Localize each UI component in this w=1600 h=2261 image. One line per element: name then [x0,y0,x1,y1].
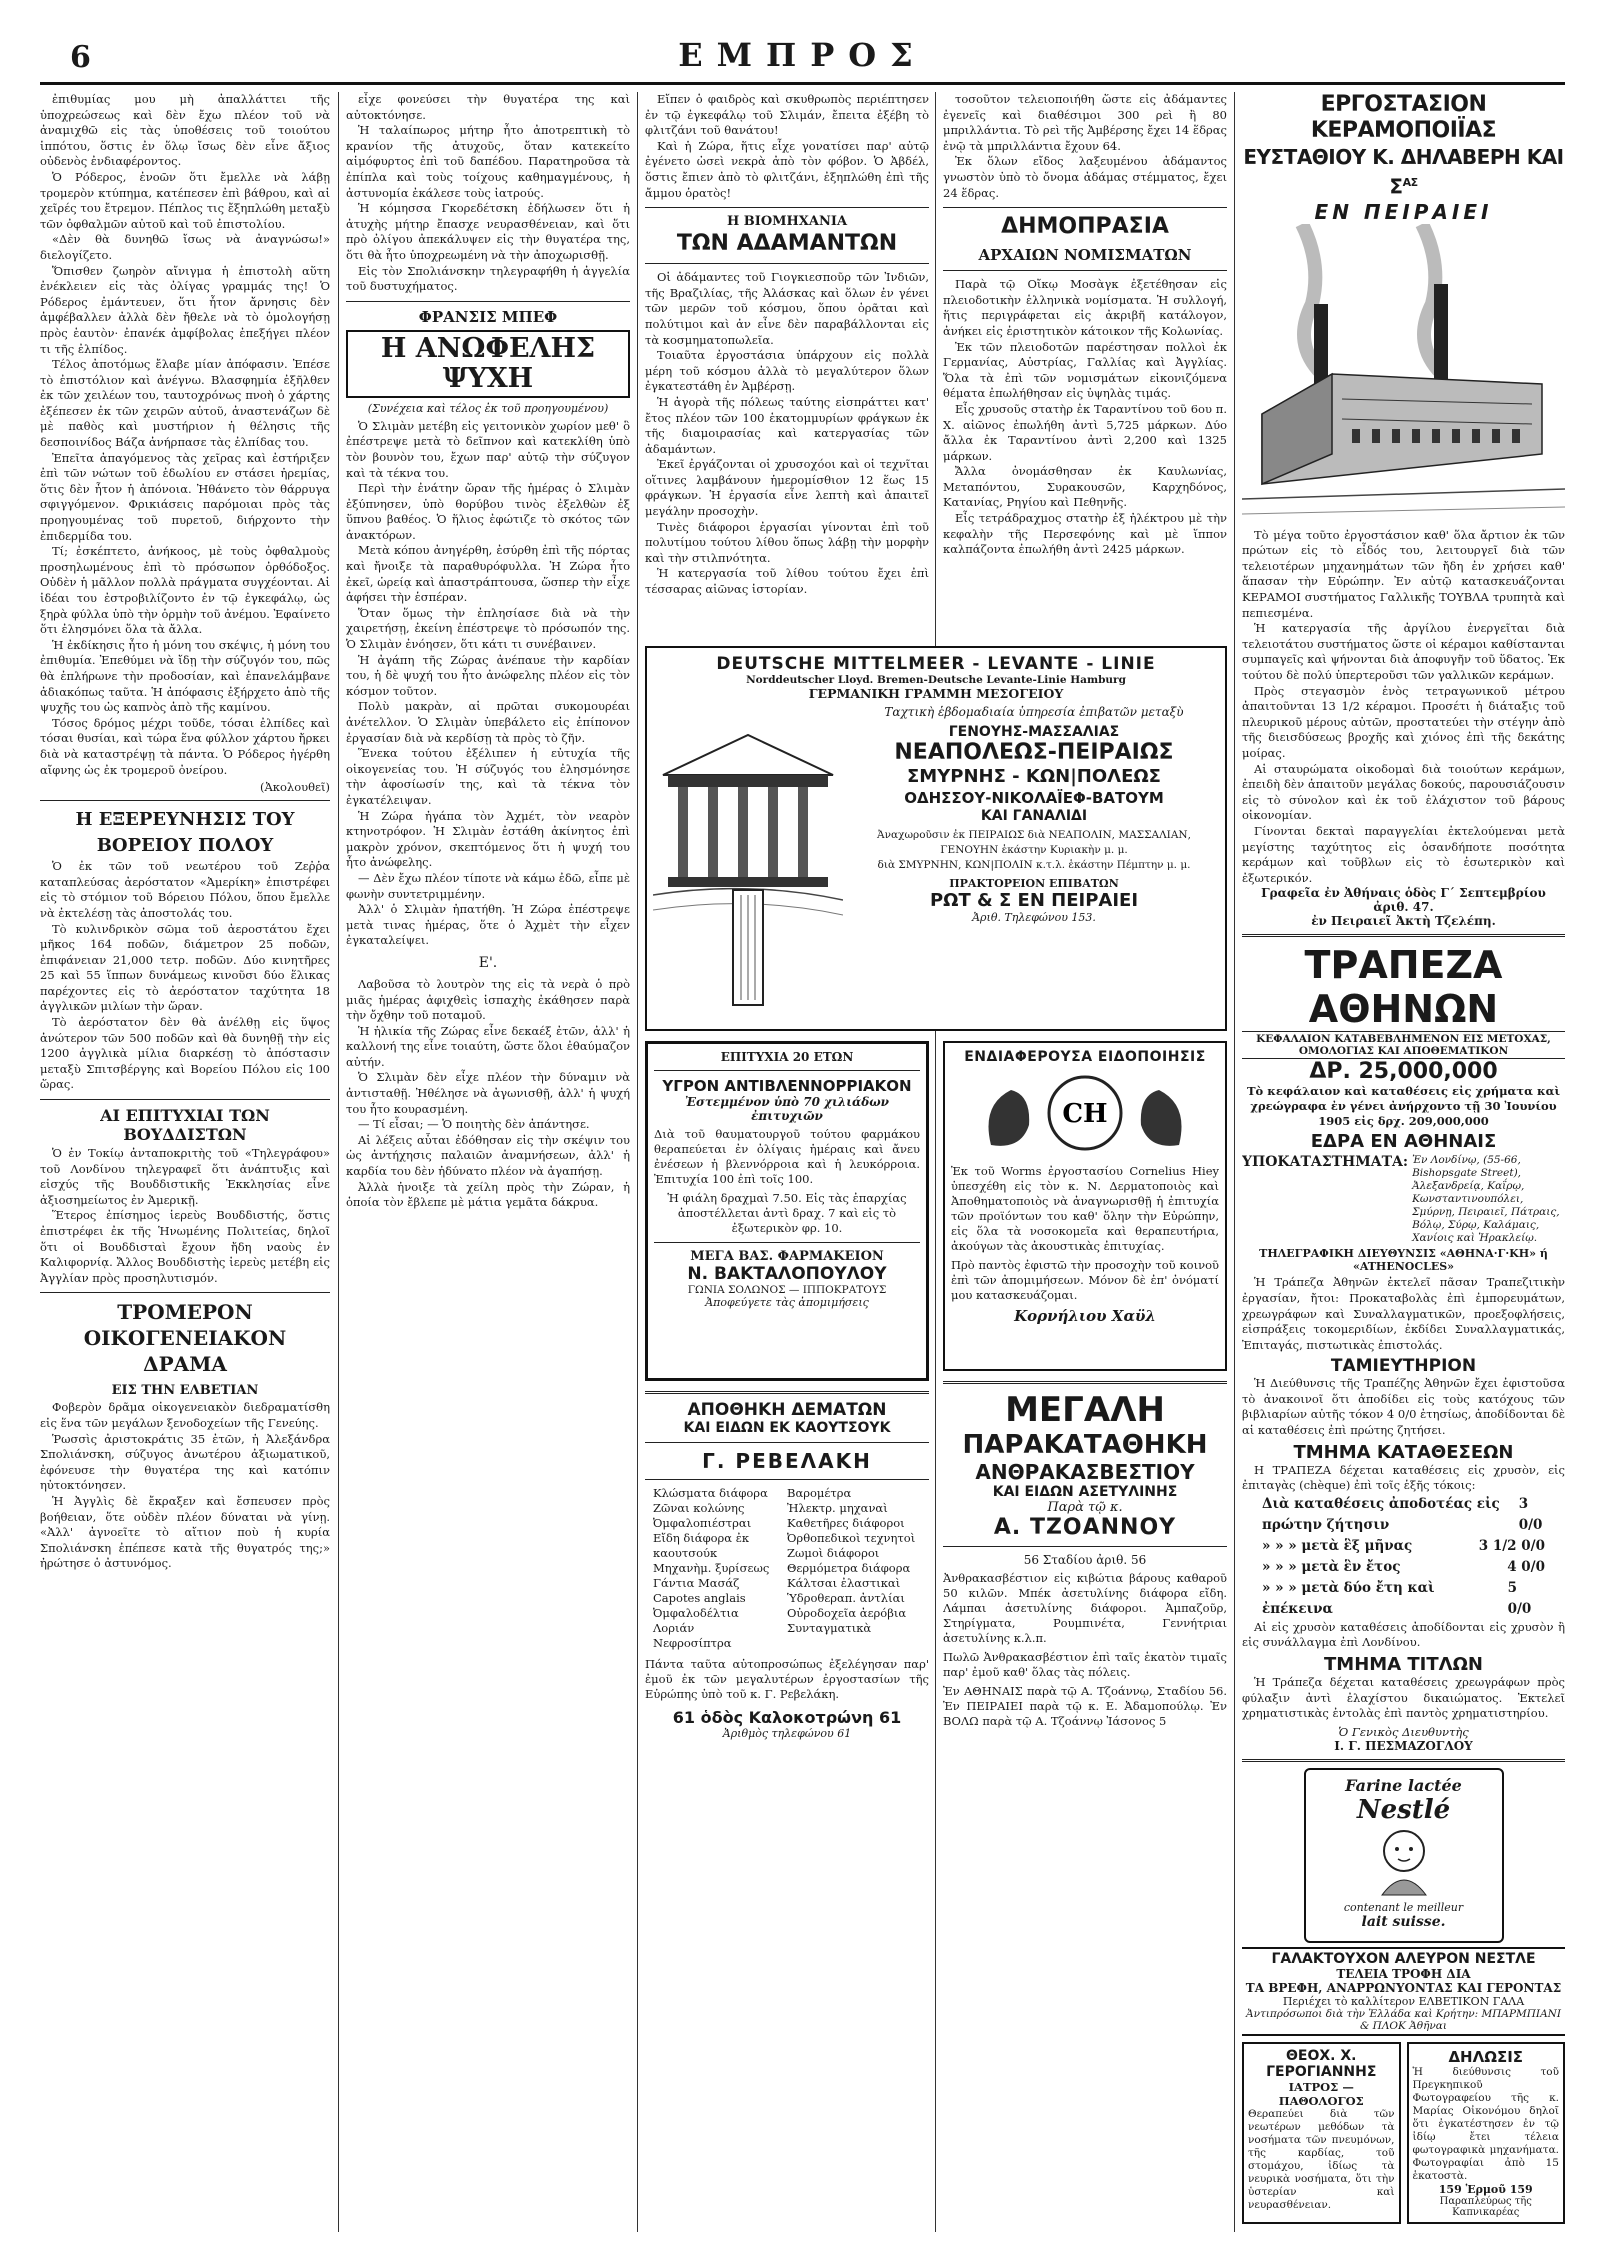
nestle-ad [1242,1768,1565,2036]
ad-title: ΕΡΓΟΣΤΑΣΙΟΝ ΚΕΡΑΜΟΠΟΙΪΑΣ [1310,92,1497,143]
paragraph: Ἡ κατεργασία τοῦ λίθου τούτου ἔχει ἐπὶ τέσσαρας αἰῶνας ἱστορίαν. [645,566,929,597]
savings-title: ΤΑΜΙΕΥΤΗΡΙΟΝ [1330,1356,1477,1377]
paragraph: Τέλος ἀποτόμως ἔλαβε μίαν ἀπόφασιν. Ἐπέσε τὸ ἐπιστόλιον καὶ ἀνέγνω. Βλασφημία ἐξῆλθεν ἐκ τῶν χειλέων του, ταυτοχρόνως πνοὴ ὁ χάρτης ἐξέπεσεν ἐκ τῶν χειρῶν αὐτοῦ, ἀναστενάζων δὲ μὲ παθὸς καὶ μυστήριον ἡ θέλησις τῆς δεσποινίδος Βάζα ἀνήρπασε τὰς ἐλπίδας του. [40,357,330,450]
novel-title: Η ΑΝΩΦΕΛΗΣ ΨΥΧΗ [346,330,630,398]
ad-title: ΓΑΛΑΚΤΟΥΧΟΝ ΑΛΕΥΡΟΝ ΝΕΣΤΛΕ [1242,1947,1565,1967]
bank-ad [1242,943,1565,1753]
ad-price: Ἡ φιάλη δραχμαὶ 7.50. Εἰς τὰς ἐπαρχίας ἀποστέλλεται ἀντὶ δραχ. 7 καὶ εἰς τὸ ἐξωτερικὸν φρ. 10. [667,1191,907,1235]
product-item: Ὀρθοπεδικοὶ τεχνητοὶ [787,1531,916,1545]
box-brand: Nestlé [1356,1794,1451,1825]
product-list-left [653,1486,787,1651]
paragraph: Ὁ ἐκ τῶν τοῦ νεωτέρου τοῦ Ζεῤῥα καταπλεύσας ἀερόστατον «Ἀμερίκη» ἐπιστρέφει εἰς τὸ στόμιον τοῦ Βόρειου Πόλου, ὅπου ἔμελλε νὰ ἐκτελέσῃ τὰς ἀποστολάς του. [40,859,330,920]
rate-label: Διὰ καταθέσεις ἀποδοτέας εἰς πρώτην ζήτησιν [1262,1495,1500,1533]
ad-text: Ἐκ τοῦ Worms ἐργοστασίου Cornelius Hiey ὑπεσχέθη εἰς τὸν κ. Ν. Δερματοποιὸς καὶ Ἀποθηματοποιὸς νὰ ἀναγνωρισθῇ ἡ ἐπιτυχία τῶν προϊόντων του καθ' ὅλην τὴν Εὐρώπην, εἰς ὅλα τὰ νοσοκομεῖα καὶ θεραπευτήρια, ἀκούγων τὰς ἀκουστικὰς ἐπιτυχίας. [951,1164,1219,1253]
ad-contact: Γραφεῖα ἐν Ἀθήναις ὁδὸς Γ΄ Σεπτεμβρίου ἀριθ. 47. [1261,886,1546,915]
paragraph: Τὸ μέγα τοῦτο ἐργοστάσιον καθ' ὅλα ἄρτιον ἐκ τῶν πρώτων εἰς τὸ εἶδός του, λειτουργεῖ διὰ τῶν τελειοτέρων μηχανημάτων τῶν ἤδη ἐν χρήσει καθ' ἅπασαν τὴν Εὐρώπην. Ἐν αὐτῷ κατασκευάζονται ΚΕΡΑΜΟΙ συστήματος Γαλλικῆς ΤΟΥΒΛΑ τρυπητὰ καὶ πεπιεσμένα. [1242,527,1565,620]
paragraph: Ὁ Ρόδερος, ἐνοῶν ὅτι ἔμελλε νὰ λάβῃ τρομερὸν κτύπημα, κατέπεσεν ἐπὶ βάθρου, καὶ αἱ χεῖρές του ἔτρεμον. Πέπλος τις ἔξηπλώθη μεταξὺ τῶν ὀφθαλμῶν αὐτοῦ καὶ τοῦ ἐπιστολίου. [40,169,330,231]
newspaper-page [40,30,1565,2240]
paragraph: Μετὰ κόπου ἀνηγέρθη, ἐσύρθη ἐπὶ τῆς πόρτας καὶ ἤνοιξε τὰ παραθυρόφυλλα. Ἡ Ζώρα ἦτο ἐκεῖ, ὡρείᾳ καὶ ἀπαστράπτουσα, ὥσπερ τὴν εἶχε ἀφήσει τὴν ἑσπέραν. [346,543,630,605]
buddhists-article [40,1106,330,1286]
paragraph: «Δὲν θὰ δυνηθῶ ἴσως νὰ ἀναγνώσω!» διελογίζετο. [40,232,330,262]
divider [40,1292,330,1293]
column-rule [637,92,638,2232]
ad-contains: Περιέχει τὸ καλλίτερον ΕΛΒΕΤΙΚΟΝ ΓΑΛΑ [1282,1994,1525,2008]
paragraph: Τόσος δρόμος μέχρι τοῦδε, τόσαι ἐλπίδες καὶ τόσαι θυσίαι, καὶ τώρα ἕνα φύλλον χάρτου ἤρκει διὰ νὰ καταστρέψῃ τὰ πάντα. Ὁ Ρόδερος ἠγέρθη αἴφνης ὡς ἐκ τρομεροῦ ὀνείρου. [40,715,330,777]
ad-para: Παρὰ τῷ κ. [1047,1500,1123,1515]
route: ΚΑΙ ΓΑΝΑΛΙΔΙ [980,808,1088,824]
ad-depots: Ἐν ΑΘΗΝΑΙΣ παρὰ τῷ Α. Τζοάννῳ, Σταδίου 56. Ἐν ΠΕΙΡΑΙΕΙ παρὰ τῷ κ. Ε. Ἀδαμοπούλῳ. Ἐν ΒΟΛΩ παρὰ τῷ Α. Τζοάννῳ Ἰάσονος 5 [943,1684,1227,1728]
product-item: Λοριάν [653,1621,695,1635]
article-headline: ΑΙ ΕΠΙΤΥΧΙΑΙ ΤΩΝ ΒΟΥΔΔΙΣΤΩΝ [100,1106,270,1145]
product-item: Θερμόμετρα διάφορα [787,1561,911,1575]
ad-title: ΥΓΡΟΝ ΑΝΤΙΒΛΕΝΝΟΡΡΙΑΚΟΝ [662,1077,912,1095]
novel-author: ΦΡΑΝΣΙΣ ΜΠΕΦ [418,307,558,326]
doctor-ad [1242,2042,1401,2224]
rate-row [1242,1578,1565,1620]
divider [1242,934,1565,937]
rate-row [1242,1557,1565,1578]
paragraph: Ὅταν ὅμως τὴν ἐπλησίασε διὰ νὰ τὴν χαιρετήσῃ, ἐκείνη ἐπέστρεψε τὸ πρόσωπόν της. Ὁ Σλιμὰν ἐνόησεν, ὅτι κάτι τι συνέβαινεν. [346,605,630,652]
product-item: Ὑδροθεραπ. ἀντλίαι [787,1591,905,1605]
emblem-illustration [951,1065,1219,1160]
notice-address: 159 Ἑρμοῦ 159 [1438,2182,1533,2196]
paragraph: Ἀλλὰ ἠνοιξε τὰ χείλη πρὸς τὴν Ζώραν, ἡ ὁποία τὸν ἔβλεπε μὲ μάτια γεμᾶτα δάκρυα. [346,1179,630,1210]
ad-title: ΜΕΓΑΛΗ [1005,1390,1165,1430]
paragraph: ἐπιθυμίας μου μὴ ἀπαλλάττει τῆς ὑποχρεώσεως καὶ δὲν ἔχω πλέον τοῦ νὰ ἀναμιχθῶ εἰς τὰς ὑποθέσεις τοῦ τοιούτου ἱππότου, ὅστις ἐν ὅλῳ ἴσως δὲν εἶνε ἄξιος οὐδενὸς ἐνδιαφέροντος. [40,92,330,169]
store-title: ΜΕΓΑ ΒΑΣ. ΦΑΡΜΑΚΕΙΟΝ [690,1249,884,1264]
paragraph: Ἡ ἐκδίκησις ἦτο ἡ μόνη του σκέψις, ἡ μόνη του ἐπιθυμία. Ἐπεθύμει νὰ ἴδῃ τὴν σύζυγόν του, πῶς θὰ ἐπλήρωνε τὴν προδοσίαν, καὶ ἐπανελάμβανε ἀδιακόπως ταῦτα. Ἡ ἀπόφασις ἐξήρχετο ἀπὸ τῆς ψυχῆς του ὡς καπνὸς ἀπὸ τῆς καμίνου. [40,637,330,715]
paragraph: τοσοῦτον τελειοποιήθη ὥστε εἰς ἀδάμαντες ἐγενεῖς καὶ διαθέσιμοι 300 ρεὶ ἢ 80 μπριλλάντια. Τὸ ρεὶ τῆς Ἀμβέρσης ἔχει 14 ἕδρας ἐνῷ τὰ μπριλλάντια ἔχουν 64. [943,92,1227,153]
route: ΟΔΗΣΣΟΥ-ΝΙΚΟΛΑΪΕΦ-ΒΑΤΟΥΜ [904,789,1164,807]
north-pole-article [40,807,330,1093]
paragraph: Εἷς τετράδραχμος στατὴρ ἐξ ἠλέκτρου μὲ τὴν κεφαλὴν τῆς Περσεφόνης καὶ μὲ ἵππον καλπάζοντα ἐπωλήθη ἀντὶ 2425 μάρκων. [943,511,1227,557]
paragraph: Πρὸς στεγασμὸν ἑνὸς τετραγωνικοῦ μέτρου ἀπαιτοῦνται 13 1/2 κέραμοι. Προσέτι ἡ διάταξις τοῦ πλευρικοῦ μέρους αὐτῶν, προστατεύει τὴν στέγην ἀπὸ τῆς διεισδύσεως βροχῆς καὶ χιόνος ἐπὶ τῆς δεκάτης μοίρας. [1242,683,1565,760]
svg-text:CH: CH [1062,1099,1108,1129]
ad-greek-title: ΓΕΡΜΑΝΙΚΗ ΓΡΑΜΜΗ ΜΕΣΟΓΕΙΟΥ [808,686,1064,701]
article-kicker: Η ΒΙΟΜΗΧΑΝΙΑ [726,214,848,230]
paragraph: — Δὲν ἔχω πλέον τίποτε νὰ κάμω ἐδῶ, εἶπε μὲ φωνὴν συντετριμμένην. [346,870,630,901]
article-headline: Η ΕΞΕΡΕΥΝΗΣΙΣ ΤΟΥ ΒΟΡΕΙΟΥ ΠΟΛΟΥ [75,809,295,857]
product-item: Εἴδη διάφορα ἐκ καουτσούκ [653,1531,750,1560]
rate-label: » » » μετὰ δύο ἔτη καὶ ἐπέκεινα [1262,1579,1435,1617]
ad-owner-name: ΕΥΣΤΑΘΙΟΥ Κ. ΔΗΛΑΒΕΡΗ ΚΑΙ Σ [1243,145,1564,199]
ad-subtitle: ΚΑΙ ΕΙΔΩΝ ΑΣΕΤΥΛΙΝΗΣ [992,1484,1178,1500]
divider [1242,1759,1565,1762]
paragraph: Ὁ Σλιμὰν δὲν εἶχε πλέον τὴν δύναμιν νὰ ἀντισταθῇ. Ἠθέλησε νὰ ἀγωνισθῇ, ἀλλ' ἡ ψυχή του ἦτο κουρασμένη. [346,1070,630,1116]
paragraph: Τί; ἐσκέπτετο, ἀνήκοος, μὲ τοὺς ὀφθαλμοὺς προσηλωμένους ἐπὶ τὸ πρόσωπον ὀρθόδοξος. Οὐδὲν ἡ μᾶλλον πολλὰ πράγματα συγχέονται. Αἱ ἰδέαι του ἐστροβιλίζοντο ἐν τῷ ἐγκεφάλῳ, ὡς ξηρὰ φύλλα ὑπὸ τὴν ὁρμὴν τοῦ ἀνέμου. Ἐφαίνετο ὅτι ἐλησμόνει ὅλα τὰ ἄλλα. [40,544,330,637]
paragraph: Λαβοῦσα τὸ λουτρὸν της εἰς τὰ νερὰ ὁ πρὸ μιᾶς ἡμέρας ἀφιχθεὶς ἰσπαχὴς ἐκάθησεν παρὰ τὴν ὄχθην τοῦ ποταμοῦ. [346,976,630,1023]
ad-body [653,705,1219,1015]
rate-value: 5 0/0 [1507,1579,1532,1617]
nestle-box [1242,1768,1565,1943]
rubber-ad [645,1385,929,2230]
ad-address: 56 Σταδίου ἀριθ. 56 [1023,1553,1147,1567]
diamonds-article [645,214,929,597]
ad-text: Πωλῶ Ἀνθρακασβέστιον ἐπὶ ταῖς ἑκατὸν τιμαῖς παρ' ἐμοῦ καθ' ὅλας τὰς πόλεις. [943,1650,1227,1679]
paragraph: Ἡ κόμησσα Γκορεδέτσκη ἐδήλωσεν ὅτι ἡ ἀτυχὴς μήτηρ ἔπασχε νευρασθένειαν, καὶ ὅτι πρὸ ὀλίγου ἀπεκάλυψεν εἰς τὴν θυγατέρα της, ὅτι θὰ ἦτο ὑποχρεωμένη νὰ τὴν ἀποχωρισθῇ. [346,201,630,262]
divider [654,1070,920,1071]
product-item: Capotes anglais [653,1591,746,1605]
paragraph: Ἀλλ' ὁ Σλιμὰν ἠπατήθη. Ἡ Ζώρα ἐπέστρεψε μετὰ τινας ἡμέρας, ὅτε ὁ Ἀχμὲτ τὴν εἶχεν ἐγκαταλείψει. [346,902,630,948]
rate-value: 3 0/0 [1518,1495,1543,1533]
paragraph: Ὁ ἐν Τοκίῳ ἀνταποκριτὴς τοῦ «Τηλεγράφου» τοῦ Λονδίνου τηλεγραφεῖ ὅτι ἀνάπτυξις καὶ εἰσχύς τῆς Βουδδιστικῆς Ἐκκλησίας εἶνε ἀξιοσημείωτος ἐν Ἀμερικῇ. [40,1146,330,1207]
paragraph: Ἡ Ἀγγλὶς δὲ ἔκραξεν καὶ ἔσπευσεν πρὸς βοήθειαν, ὅτε οὐδὲν πλέον δύναται νὰ γίνῃ. «Ἀλλ' ἀγνοεῖτε τὸ αἴτιον ποὺ ἡ κυρία Σπολιάνσκη ἐπέπεσε κατὰ τῆς θυγατρός της;» ἠρώτησε ὁ ἀστυνόμος. [40,1493,330,1571]
product-list [645,1486,929,1651]
column-rule [935,92,936,2232]
rate-label: » » » μετὰ ἓν ἔτος [1262,1558,1401,1575]
store-name: Ν. ΒΑΚΤΑΛΟΠΟΥΛΟΥ [687,1264,887,1284]
paragraph: Τινὲς διάφοροι ἐργασίαι γίνονται ἐπὶ τοῦ πολυτίμου τούτου λίθου ὅπως λάβῃ τὴν μορφὴν καὶ τὴν στιλπνότητα. [645,519,929,565]
ceramics-ad [1242,92,1565,928]
phone: Ἀριθ. Τηλεφώνου 153. [972,911,1096,924]
paragraph: Ῥωσσὶς ἀριστοκράτις 35 ἐτῶν, ἡ Ἀλεξάνδρα Σπολιάνσκη, σύζυγος ἀνωτέρου ἀξιωματικοῦ, ἐφόνευσε τὴν θυγατέρα της καὶ κατόπιν ηὐτοκτόνησεν. [40,1431,330,1493]
divider [943,270,1227,271]
ad-title: ΕΝΔΙΑΦΕΡΟΥΣΑ ΕΙΔΟΠΟΙΗΣΙΣ [964,1049,1206,1065]
ad-contact: ἐν Πειραιεῖ Ἀκτὴ Τζελέπη. [1311,914,1496,929]
paragraph: Ἡ ἀγάπη τῆς Ζώρας ἀνέπαυε τὴν καρδίαν του, ἡ δὲ ψυχή του ἦτο ἀνώφελης πλέον εἰς τὸν κόσμον τοῦτον. [346,652,630,698]
article-headline: ΤΩΝ ΑΔΑΜΑΝΤΩΝ [676,231,898,257]
article-subheadline: ΕΙΣ ΤΗΝ ΕΛΒΕΤΙΑΝ [111,1383,259,1399]
product-item: Κάλτσαι ἐλαστικαὶ [787,1576,901,1590]
paragraph: Εἰς τὸν Σπολιάνσκην τηλεγραφήθη ἡ ἀγγελία τοῦ δυστυχήματος. [346,263,630,294]
paragraph: Ὁ Σλιμὰν μετέβη εἰς γειτονικὸν χωρίον μεθ' ὃ ἐπέστρεψε μετὰ τὸ δεῖπνον καὶ κατεκλίθη ὑπὸ τὸν βουνὸν του, ἔχων παρ' αὐτῷ τὴν σύζυγον καὶ τὰ τέκνα του. [346,418,630,480]
paragraph: εἶχε φονεύσει τὴν θυγατέρα της καὶ αὐτοκτόνησε. [346,92,630,122]
paragraph: Τοιαῦτα ἐργοστάσια ὑπάρχουν εἰς πολλὰ μέρη τοῦ κόσμου ἀλλὰ τὸ μεγαλύτερον ὅλων ἐγκατεστάθη ἐν Ἀμβέρσῃ. [645,348,929,394]
auction-article [943,214,1227,558]
ad-title: DEUTSCHE MITTELMEER - LEVANTE - LINIE [716,654,1156,674]
rate-table [1242,1494,1565,1620]
product-item: Βαρομέτρα [787,1486,852,1500]
product-item: Ἠλεκτρ. μηχαναὶ [787,1501,888,1515]
rate-row [1242,1494,1565,1536]
child-illustration [1364,1825,1444,1897]
ad-location: ΕΝ ΠΕΙΡΑΙΕΙ [1314,199,1493,224]
bank-telegraph: ΤΗΛΕΓΡΑΦΙΚΗ ΔΙΕΥΘΥΝΣΙΣ «ΑΘΗΝΑ·Γ·ΚΗ» ή «ATHENOCLES» [1259,1247,1548,1274]
divider [943,1546,1227,1547]
ad-title: ΠΑΡΑΚΑΤΑΘΗΚΗ [962,1430,1208,1460]
paragraph: Ἐπεῖτα ἀπαγόμενος τὰς χεῖρας καὶ ἐστήριξεν ἐπὶ τῶν νώτων τοῦ ἐδωλίου εν στάσει ἠρεμίας, ὅτις δὲν ἦτον ἡ ἀπόνοια. Ἠθάνετο τὸν θάρρυγα σφιγγόμενον. Φρικιάσεις παρόμοιαι πρὸς τὰς προηγουμένας τοῦ πυρετοῦ, διήρχοντο τὴν ἐπιδερμίδα του. [40,450,330,543]
ad-address: 61 ὁδὸς Καλοκοτρώνη 61 [672,1708,902,1727]
paragraph: Τὸ κυλινδρικὸν σῶμα τοῦ ἀεροστάτου ἔχει μῆκος 164 ποδῶν, διάμετρον 25 ποδῶν, ἐπιφάνειαν 21,000 τετρ. ποδῶν. Δύο κινητῆρες 25 καὶ 55 ἵππων δυνάμεως κινοῦσι δύο ἕλικας παρέχοντες εἰς τὸ ἀερόστατον ταχύτητα 18 ἀγγλικῶν μιλίων τὴν ὥραν. [40,921,330,1014]
paragraph: Ἡ Διεύθυνσις τῆς Τραπέζης Ἀθηνῶν ἔχει ἐφιστοῦσα τὸ ἀνακοινοῖ ὅτι ἀποδίδει εἰς τοὺς κατόχους τῶν βιβλιαρίων αὐτῆς τόκον 4 0/0 ἐτησίως, ἀποδίδονται δὲ αἱ καταθέσεις ἐπὶ πρώτης ζητήσει. [1242,1376,1565,1438]
divider [943,1381,1227,1384]
paragraph: Ἄλλα ὀνομάσθησαν ἐκ Καυλωνίας, Μεταπόντου, Συρακουσῶν, Καρχηδόνος, Κατανίας, Ρηγίου καὶ Πεθηνῆς. [943,464,1227,510]
paragraph: Ἡ ἀγορὰ τῆς πόλεως ταύτης εἰσπράττει κατ' ἔτος πλέον τῶν 100 ἑκατομμυρίων φράγκων ἐκ τῆς διαμοιρασίας καὶ κατεργασίας τῶν ἀδαμάντων. [645,394,929,456]
product-item: Ζωμοὶ διάφοροι [787,1546,880,1560]
rate-value: 4 0/0 [1507,1558,1545,1575]
paper-name: ΕΜΠΡΟΣ [678,36,927,74]
paragraph: Αἱ σταυρώματα οἰκοδομαὶ διὰ τοιούτων κεράμων, ἐπειδὴ δὲν ἀπαιτοῦν μεγάλας δοκούς, παρουσιάζουσιν εἰς τὸ σύνολον καὶ ἐκ τοῦ ἐλάχιστον τοῦ βάρους οἰκονομίαν. [1242,761,1565,823]
doctor-text: Θεραπεύει διὰ τῶν νεωτέρων μεθόδων τὰ νοσήματα τῶν πνευμόνων, τῆς καρδίας, τοῦ στομάχου, ἰδίως τὰ νευρικὰ νοσήματα, ὅτι τὴν ὑστερίαν καὶ νευρασθένειαν. [1248,2107,1395,2211]
paragraph: Ἡ κατεργασία τῆς ἀργίλου ἐνεργεῖται διὰ τελειοτάτου συστήματος ὥστε οἱ κέραμοι καθίστανται συμπαγεῖς καὶ ψήνονται διὰ ἀποφυγῆν τοῦ ὕδατος. Ἐκ τούτου δὲ πολύ ὑπερτεροῦσι τῶν γαλλικῶν κεράμων. [1242,621,1565,682]
ad-subtitle: ΚΕΦΑΛΑΙΟΝ ΚΑΤΑΒΕΒΛΗΜΕΝΟΝ ΕΙΣ ΜΕΤΟΧΑΣ, ΟΜΟΛΟΓΙΑΣ ΚΑΙ ΑΠΟΘΕΜΑΤΙΚΟΝ [1242,1031,1565,1059]
paragraph: Τὸ ἀερόστατον δὲν θὰ ἀνέλθῃ εἰς ὕψος ἀνώτερον τῶν 500 ποδῶν καὶ θὰ δυνηθῇ τὴν εἰς 1200 ἀγγλικὰ μίλια διαρκέσῃ τὸ ἀπόστασιν μεταξὺ Σπιτσβέργης καὶ Βορείου Πόλου εἰς 100 ὥρας. [40,1015,330,1092]
paragraph: Ἡ ἡλικία τῆς Ζώρας εἶνε δεκαέξ ἐτῶν, ἀλλ' ἡ καλλονή της εἶνε τοιαύτη, ὥστε ὅλοι ἐθαύμαζον αὐτήν. [346,1023,630,1069]
ad-subtitle: Norddeutscher Lloyd. Bremen-Deutsche Levante-Linie Hamburg [746,674,1126,686]
agents-label: ΠΡΑΚΤΟΡΕΙΟΝ ΕΠΙΒΑΤΩΝ [949,877,1119,890]
ad-for: ΤΑ ΒΡΕΦΗ, ΑΝΑΡΡΩΝΥΟΝΤΑΣ ΚΑΙ ΓΕΡΟΝΤΑΣ [1245,1980,1562,1995]
masthead [40,30,1565,80]
temple-column-illustration [653,705,843,1015]
factory-illustration [1242,224,1565,524]
nestle-package [1304,1768,1504,1943]
ad-phone: Ἀριθμὸς τηλεφώνου 61 [722,1727,852,1740]
paragraph: Ἡ ταλαίπωρος μήτηρ ἦτο ἀποτρεπτικὴ τὸ κρανίον τῆς ἀτυχοῦς, ὅταν κατεκείτο αἱμόφυρτος ἐπὶ τοῦ δαπέδου. Παρατηροῦσα τὰ ἐπίπλα καὶ τοὺς τοίχους καθημαγμένους, ἡ ἀστυνομία ἐκάλεσε τοὺς ἰατρούς. [346,123,630,200]
paragraph: Ἡ Ζώρα ἠγάπα τὸν Ἀχμέτ, τὸν νεαρὸν κτηνοτρόφον. Ἡ Σλιμὰν ἐστάθη ἀκίνητος ἐπὶ μακρὸν χρόνον, σκεπτόμενος ὅτι ἡ ψυχή του ἦτο ἀνώφελης. [346,808,630,870]
store-motto: Ἀποφεύγετε τὰς ἀπομιμήσεις [705,1296,869,1309]
continued-note: (Ἀκολουθεῖ) [260,780,330,795]
ad-text: Ἀνθρακασβέστιον εἰς κιβώτια βάρους καθαροῦ 50 κιλῶν. Μπέκ ἀσετυλίνης διάφορα εἴδη. Λάμπαι ἀσετυλίνης διάφοροι. Ἀμπαζοῦρ, Στηρίγματα, Ρουμπινέτα, Γεννήτριαι ἀσετυλίνης κ.λ.π. [943,1571,1227,1645]
ad-subtitle: ΑΝΘΡΑΚΑΣΒΕΣΤΙΟΥ [975,1460,1195,1484]
route: ΣΜΥΡΝΗΣ - ΚΩΝ|ΠΟΛΕΩΣ [907,766,1161,787]
divider [40,800,330,801]
rate-label: » » » μετὰ ἓξ μῆνας [1262,1537,1413,1554]
deposits-title: ΤΜΗΜΑ ΚΑΤΑΘΕΣΕΩΝ [1293,1441,1514,1463]
serial-story [40,92,330,794]
paragraph: Εἴπεν ὁ φαιδρὸς καὶ σκυθρωπὸς περιέπτησεν ἐν τῷ ἐγκεφάλῳ τοῦ Σλιμάν, ἔπειτα ἐξέβη τὸ φλιτζάνι τοῦ θανάτου! [645,92,929,138]
ad-signature: Κορνήλιου Χαϋλ [1014,1307,1156,1325]
agents: ΡΩΤ & Σ ΕΝ ΠΕΙΡΑΙΕΙ [929,890,1139,911]
paragraph: Αἱ εἰς χρυσὸν καταθέσεις ἀποδίδονται εἰς χρυσὸν ἢ εἰς συνάλλαγμα ἐπὶ Λονδίνου. [1242,1619,1565,1650]
box-top: Farine lactée [1345,1775,1462,1795]
rate-row [1242,1536,1565,1557]
paragraph: Καὶ ἡ Ζώρα, ἥτις εἶχε γονατίσει παρ' αὐτῷ ἐγένετο ὡσεὶ νεκρὰ ἀπὸ τὸν φόβον. Ὁ Ἀβδέλ, ὅστις ἔπιεν ἀπὸ τὸ φλιτζάνι, ἐξηπλώθη ἐπὶ τῆς ἄμμου ὁρατὸς! [645,138,929,200]
paragraph: Ὅπισθεν ζωηρὸν αἴνιγμα ἡ ἐπιστολὴ αὕτη ἐνέκλειεν εἰς τὰς ὀλίγας γραμμάς της! Ὁ Ρόδερος ἐμάντευεν, ὅτι ἦτον ἄρνησις δὲν ἀμφέβαλλεν ἀλλὰ δὲν ἤθελε νὰ τὸ ὁμολογήσῃ πρὸς ἑαυτὸν· ἐπανέκ ἀμφίβολας ἐπεξήγει πλέον τι τῆς ἐλπίδος. [40,263,330,356]
director-label: Ὁ Γενικὸς Διευθυντὴς [1338,1724,1469,1739]
paragraph: Ἐκεῖ ἐργάζονται οἱ χρυσοχόοι καὶ οἱ τεχνῖται οἵτινες λαμβάνουν ἡμερομίσθιον 12 ἕως 15 φράγκων. Ἡ ἐργασία εἶνε λεπτὴ καὶ ἀπαιτεῖ μεγάλην προσοχὴν. [645,457,929,519]
bank-line: Τὸ κεφάλαιον καὶ καταθέσεις εἰς χρήματα καὶ χρεώγραφα ἐν γένει ἀνήρχοντο τῇ 30 Ἰουνίου 1905 εἰς δρχ. 209,000,000 [1246,1084,1561,1129]
product-item: Καθετῆρες διάφοροι [787,1516,905,1530]
director-name: Ι. Γ. ΠΕΣΜΑΖΟΓΛΟΥ [1334,1738,1473,1753]
bank-branches [1242,1154,1565,1245]
paragraph: Η ΤΡΑΠΕΖΑ δέχεται καταθέσεις εἰς χρυσὸν, εἰς ἐπιταγὰς (chèque) ἐπὶ τοῖς ἑξῆς τόκοις: [1242,1462,1565,1493]
ad-title: ΤΡΑΠΕΖΑ ΑΘΗΝΩΝ [1304,943,1503,1032]
paragraph: Ἕτερος ἐπίσημος ἱερεὺς Βουδδιστής, ὅστις ἐπιστρέφει ἐκ τῆς Ἡνωμένης Πολιτείας, δηλοῖ ὅτι οἱ Βουδδισταὶ ἔχουν ἤδη ναοὺς ἐν Καλιφορνίᾳ. Ἄλλος Βουδδιστὴς ἱερεὺς μετέβη εἰς Ἀγγλίαν πρὸς προσηλυτισμόν. [40,1208,330,1285]
column-5 [1242,92,1565,2232]
product-item: Μηχανὴμ. ξυρίσεως [653,1561,770,1575]
box-mid: contenant le meilleur [1343,1900,1464,1914]
product-item: Ζῶναι κολώνης [653,1501,745,1515]
ad-service: Ταχτικὴ ἑβδομαδιαία ὑπηρεσία ἐπιβατῶν μεταξὺ [884,705,1184,719]
paragraph: Εἷς χρυσοῦς στατὴρ ἐκ Ταραντίνου τοῦ 6ου π. Χ. αἰῶνος ἐπωλήθη ἀντὶ 5,725 μάρκων. Δύο ἄλλα ἐκ Ταραντίνου ἀντὶ 2,200 καὶ 1325 μάρκων. [943,401,1227,463]
ad-routes [849,705,1219,1015]
product-item: Νεφροσίπτρα [653,1636,732,1650]
ad-owner: Γ. ΡΕΒΕΛΑΚΗ [702,1449,872,1473]
product-list-right [787,1486,921,1651]
bank-capital: ΔΡ. 25,000,000 [1309,1059,1498,1085]
column-rule [1234,92,1235,2232]
article-subheadline: ΑΡΧΑΙΩΝ ΝΟΜΙΣΜΑΤΩΝ [978,246,1192,265]
part-number: Ε'. [478,954,498,971]
paragraph: Ἐκ ὅλων εἴδος λαξευμένου ἀδάμαντος γνωστὸν ὑπὸ τὸ ὄνομα ἀδάμας στέμματος, ἔχει 24 ἕδρας. [943,154,1227,200]
masthead-rule [40,82,1565,85]
column-rule [338,92,339,2232]
ad-text: Πάντα ταῦτα αὐτοπροσώπως ἐξελέγησαν παρ' ἐμοῦ ἐκ τῶν μεγαλυτέρων ἐργοστασίων τῆς Εὐρώπης ὑπὸ τοῦ κ. Γ. Ρεβελάκη. [645,1657,929,1701]
ad-top: ΕΠΙΤΥΧΙΑ 20 ΕΤΩΝ [720,1050,854,1064]
ad-owner [1242,144,1565,200]
notice-text: Ἡ διεύθυνσις τοῦ Πρεγκηπικοῦ Φωτογραφείου τῆς κ. Μαρίας Οἰκονόμου δηλοῖ ὅτι ἐγκατέστησεν ἐν τῷ ἰδίῳ ἔτει τέλεια φωτογραφικὰ μηχανήματα. Φωτογραφίαι ἀπὸ 15 ἑκατοστὰ. [1412,2065,1559,2182]
notice-address2: Παραπλεύρως τῆς Καπνικαρέας [1439,2195,1532,2218]
ad-note: διὰ ΣΜΥΡΝΗΝ, ΚΩΝ|ΠΟΛΙΝ κ.τ.λ. ἑκάστην Πέμπτην μ. μ. [877,859,1191,871]
product-item: Οὐροδοχεῖα ἀερόβια [787,1606,907,1620]
bottom-ads [1242,2042,1565,2224]
product-item: Γάντια Μασάζ [653,1576,740,1590]
paragraph: Ἡ Τράπεζα δέχεται καταθέσεις χρεωγράφων πρὸς φύλαξιν ἀντὶ ἐλαχίστου δικαιώματος. Ἐκτελεῖ χρηματιστικὰς ἐντολὰς ἐπὶ παντὸς χρηματιστηρίου. [1242,1675,1565,1721]
paragraph: Οἱ ἀδάμαντες τοῦ Γιογκιεσποῦρ τῶν Ἰνδιῶν, τῆς Βραζιλίας, τῆς Ἀλάσκας καὶ ὅλων ἐν γένει τῶν μερῶν τοῦ κόσμου, ὅπου ὁρᾶται καὶ πολύτιμοι καὶ ἀν εἶνε δὲν παραβάλλονται εἰς τὰ κοσμηματοπωλεῖα. [645,270,929,347]
rate-value: 3 1/2 0/0 [1478,1537,1545,1554]
column-2 [346,92,630,2232]
ad-note: Ἀναχωροῦσιν ἐκ ΠΕΙΡΑΙΩΣ διὰ ΝΕΑΠΟΛΙΝ, ΜΑΣΣΑΛΙΑΝ, ΓΕΝΟΥΗΝ ἑκάστην Κυριακὴν μ. μ. [877,829,1191,856]
divider [346,301,630,302]
paragraph: Φοβερὸν δρᾶμα οἰκογενειακὸν διεδραματίσθη εἰς ἕνα τῶν μεγάλων ξενοδοχείων τῆς Γενεύης. [40,1400,330,1430]
novel-section [346,308,630,1211]
article-headline: ΤΡΟΜΕΡΟΝ ΟΙΚΟΓΕΝΕΙΑΚΟΝ ΔΡΑΜΑ [83,1300,287,1377]
notice-box [1407,2042,1566,2224]
ad-agent: Ἀντιπρόσωποι διὰ τὴν Ἑλλάδα καὶ Κρήτην: ΜΠΑΡΜΠΙΑΝΙ & ΠΛΟΚ Ἀθῆναι [1242,2008,1565,2036]
store-corner: ΓΩΝΙΑ ΣΟΛΩΝΟΣ — ΙΠΠΟΚΡΑΤΟΥΣ [687,1284,887,1296]
divider [654,1242,920,1243]
ad-owner: Α. ΤΖΟΑΝΝΟΥ [993,1515,1177,1540]
ad-title: ΑΠΟΘΗΚΗ ΔΕΜΑΤΩΝ [687,1400,887,1420]
paragraph: Ἐκ τῶν πλειοδοτῶν παρέστησαν πολλοὶ ἐκ Γερμανίας, Αὐστρίας, Γαλλίας καὶ Ἀγγλίας. Ὅλα τὰ ἐπὶ τῶν νομισμάτων εἰκονιζόμενα θέματα ἐπωλήθησαν εἰς ὑψηλὰς τιμάς. [943,339,1227,401]
bank-seat: ΕΔΡΑ ΕΝ ΑΘΗΝΑΙΣ [1310,1131,1497,1153]
ad-owner-sup: ΑΣ [1402,176,1418,189]
paragraph: Γίνονται δεκταὶ παραγγελίαι ἐκτελούμεναι μετὰ μεγίστης ταχύτητος εἰς ὁσανδήποτε ποσότητα κεράμων καὶ τοῦβλων εἰς τὸ ἐσωτερικὸν καὶ ἐξωτερικόν. [1242,823,1565,885]
route: ΝΕΑΠΟΛΕΩΣ-ΠΕΙΡΑΙΩΣ [894,740,1174,765]
ad-text: Πρὸ παντὸς ἐφιστῶ τὴν προσοχὴν τοῦ κοινοῦ ἐπὶ τῶν ἀπομιμήσεων. Μόνον δὲ ἐπ' ὀνόματί μου κατασκευάζομαι. [951,1258,1219,1302]
ad-text: Διὰ τοῦ θαυματουργοῦ τούτου φαρμάκου θεραπεύεται ἐν ὀλίγαις ἡμέραις καὶ ἄνευ ἐνέσεων ἡ βλεννόρροια καὶ ἡ λευκόρροια. Ἐπιτυχία 100 ἐπὶ τοῖς 100. [654,1127,920,1186]
ad-subtitle: ΚΑΙ ΕΙΔΩΝ ΕΚ ΚΑΟΥΤΣΟΥΚ [683,1420,891,1436]
divider [645,1391,929,1394]
paragraph: Πολὺ μακρὰν, αἱ πρῶται συκομουρέαι ἀνέτελλον. Ὁ Σλιμὰν ὑπεβάλετο εἰς ἐπίπονον ἐργασίαν διὰ νὰ κερδίσῃ τὰ πρὸς τὸ ζῆν. [346,699,630,745]
route: ΓΕΝΟΥΗΣ-ΜΑΣΣΑΛΙΑΣ [948,724,1120,740]
doctor-title: ΙΑΤΡΟΣ — ΠΑΘΟΛΟΓΟΣ [1278,2079,1364,2108]
divider [645,1442,929,1443]
branches-list: Ἐν Λονδίνῳ, (55-66, Bishopsgate Street), Ἀλεξανδρείᾳ, Καΐρῳ, Κωνσταντινουπόλει, Σμύρνῃ, Πειραιεῖ, Πάτραις, Βόλῳ, Σύρῳ, Καλάμαις, Χανίοις καὶ Ἡρακλείῳ. [1412,1154,1560,1245]
branches-label: ΥΠΟΚΑΤΑΣΤΗΜΑΤΑ: [1242,1154,1409,1171]
novel-note: (Συνέχεια καὶ τέλος ἐκ τοῦ προηγουμένου) [367,401,609,415]
column-1 [40,92,330,2232]
product-item: Συνταγματικὰ [787,1621,872,1635]
divider [943,207,1227,208]
mittelmeer-ad [645,646,1227,1031]
paragraph: — Τί εἶσαι; — Ὁ ποιητὴς δὲν ἀπάντησε. [358,1117,590,1132]
product-item: Ὀμφαλοπιέστραι [653,1516,752,1530]
lime-ad [943,1375,1227,2230]
drama-article [40,1299,330,1572]
article-headline: ΔΗΜΟΠΡΑΣΙΑ [1001,214,1169,240]
ad-subtitle: Ἐστεμμένον ὑπὸ 70 χιλιάδων ἐπιτυχιῶν [685,1095,889,1123]
pharmacy-ad [645,1041,929,1381]
paragraph: Ἡ Τράπεζα Ἀθηνῶν ἐκτελεῖ πᾶσαν Τραπεζιτικὴν ἐργασίαν, ἤτοι: Προκαταβολὰς ἐπὶ ἐμπορευμάτων, χρεωγράφων καὶ Συναλλαγματικῶν, προεξοφλήσεις, εἰσπράξεις τοκομεριδίων, ἐκδίδει Συναλλαγματικάς, Ἐπιταγάς, πιστωτικὰς ἐπιστολάς. [1242,1275,1565,1352]
divider [645,207,929,208]
page-number: 6 [70,40,91,75]
paragraph: Περὶ τὴν ἐνάτην ὥραν τῆς ἡμέρας ὁ Σλιμὰν ἐξύπνησεν, ὑπὸ θορύβου τινὸς ἐξελθὼν ἐξ ὕπνου βαθέος. Ὁ ἥλιος ἐφώτιζε τὸ σκότος τῶν ἀνακτόρων. [346,481,630,542]
product-item: Ὀμφαλοδέλτια [653,1606,739,1620]
notice-title: ΔΗΛΩΣΙΣ [1448,2047,1524,2066]
paragraph: Αἱ λέξεις αὗται ἐδόθησαν εἰς τὴν σκέψιν του ὡς ἀντήχησις παλαιῶν ἀναμνήσεων, ἀλλ' ἡ καρδία του δὲν ἠδύνατο πλέον νὰ ἀγαπήσῃ. [346,1132,630,1179]
ad-sub: ΤΕΛΕΙΑ ΤΡΟΦΗ ΔΙΑ [1336,1966,1471,1981]
securities-title: ΤΜΗΜΑ ΤΙΤΛΩΝ [1324,1654,1483,1676]
paragraph: Ἕνεκα τούτου ἐξέλιπεν ἡ εὐτυχία τῆς οἰκογενείας του. Ἡ σύζυγός του ἐλησμόνησε τὴν ἀφοσίωσίν της, καὶ τὰ τέκνα τὸν ἐγκατέλειψαν. [346,746,630,807]
box-bottom: lait suisse. [1361,1913,1446,1930]
divider [40,1099,330,1100]
paragraph: Παρὰ τῷ Οἴκῳ Μοσὰγκ ἐξετέθησαν εἰς πλειοδοτικὴν ἑλληνικὰ νομίσματα. Ἡ συλλογή, ἥτις περιγράφεται εἰς ἀκριβῆ κατάλογον, ἀνήκει εἰς ἐριστητικὸν κάτοικον τῆς Κολωνίας. [943,277,1227,338]
divider [645,1479,929,1480]
divider [645,263,929,264]
doctor-name: ΘΕΟΧ. Χ. ΓΕΡΟΓΙΑΝΝΗΣ [1266,2047,1377,2080]
product-item: Κλώσματα διάφορα [653,1486,768,1500]
notice-ad [943,1041,1227,1371]
